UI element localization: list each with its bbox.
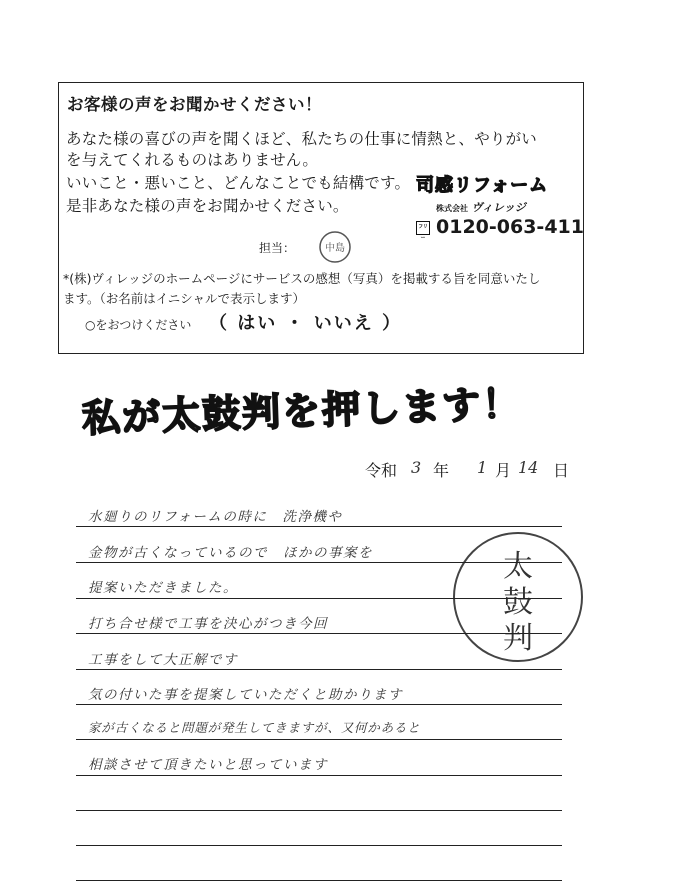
request-line-1: あなた様の喜びの声を聞くほど、私たちの仕事に情熱と、やりがい	[66, 130, 538, 148]
logo-company	[436, 199, 526, 215]
writing-line	[76, 739, 562, 740]
circle-instruction: ○をおつけください	[85, 318, 192, 332]
stamp-char-1: 太	[503, 549, 533, 584]
logo-brand: 司感リフォーム	[416, 175, 549, 196]
date-year-label: 年	[433, 461, 450, 480]
logo-company-prefix: 株式会社	[436, 204, 468, 213]
date-month-label: 月	[495, 461, 512, 480]
phone-number: 0120-063-411	[436, 216, 584, 238]
writing-line	[76, 633, 562, 634]
date-month: 1	[477, 458, 488, 477]
date-year: 3	[411, 458, 422, 477]
yes-no-choice[interactable]: （ はい ・ いいえ ）	[209, 313, 403, 334]
writing-line	[76, 810, 562, 811]
stamp-char-2: 鼓	[503, 585, 533, 620]
writing-line	[76, 880, 562, 881]
company-logo	[416, 171, 586, 251]
request-line-4: 是非あなた様の声をお聞かせください。	[66, 197, 349, 215]
phone-icon: フリー	[416, 221, 430, 235]
comment-line-2: 金物が古くなっているので ほかの事案を	[88, 545, 373, 561]
date-era: 令和	[365, 461, 398, 480]
writing-line	[76, 669, 562, 670]
request-box	[58, 82, 584, 354]
comment-line-6: 気の付いた事を提案していただくと助かります	[88, 687, 403, 703]
request-line-2: を与えてくれるものはありません。	[66, 151, 319, 169]
comment-line-3: 提案いただきました。	[88, 580, 238, 596]
stamp-char-3: 判	[503, 621, 533, 656]
writing-line	[76, 562, 562, 563]
tantou-stamp	[317, 229, 353, 265]
page-title: 私が太鼓判を押します！	[81, 381, 523, 441]
request-line-3: いいこと・悪いこと、どんなことでも結構です。	[66, 174, 411, 192]
request-heading: お客様の声をお聞かせください！	[67, 95, 322, 114]
date-day-label: 日	[553, 461, 570, 480]
consent-line-2: ます。（お名前はイニシャルで表示します）	[63, 291, 306, 306]
writing-line	[76, 598, 562, 599]
logo-company-name: ヴィレッジ	[471, 201, 526, 214]
taikoban-stamp	[449, 528, 587, 666]
consent-line-1: *(株)ヴィレッジのホームページにサービスの感想（写真）を掲載する旨を同意いたし	[63, 271, 541, 286]
date-day: 14	[518, 458, 539, 477]
comment-line-8: 相談させて頂きたいと思っています	[88, 757, 328, 773]
writing-line	[76, 704, 562, 705]
comment-line-4: 打ち合せ様で工事を決心がつき今回	[88, 616, 328, 632]
comment-line-1: 水廻りのリフォームの時に 洗浄機や	[88, 509, 343, 525]
tantou-label: 担当：	[259, 241, 296, 255]
writing-line	[76, 845, 562, 846]
writing-line	[76, 775, 562, 776]
tantou-stamp-text: 中島	[325, 243, 345, 254]
writing-line	[76, 526, 562, 527]
comment-line-5: 工事をして大正解です	[88, 652, 238, 668]
comment-line-7: 家が古くなると問題が発生してきますが、又何かあると	[88, 720, 421, 735]
